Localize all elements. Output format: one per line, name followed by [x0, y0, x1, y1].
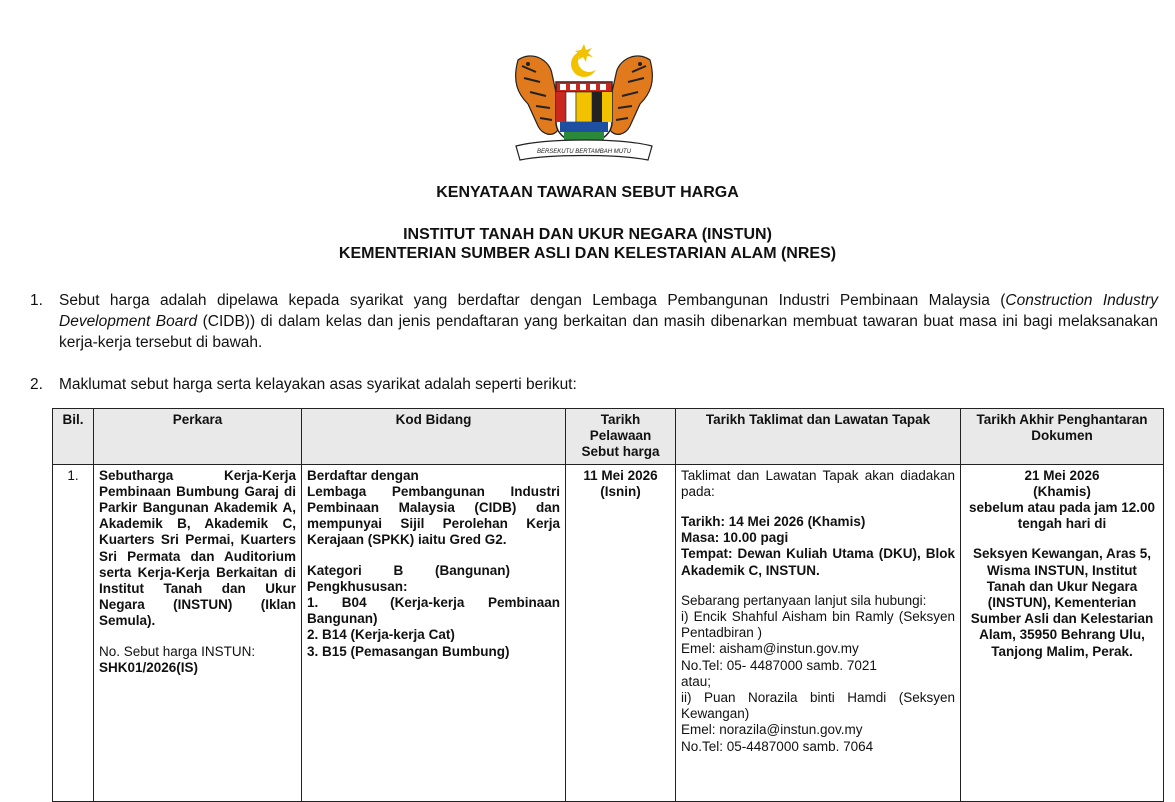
taklimat-intro: Taklimat dan Lawatan Tapak akan diadakan pada: — [681, 467, 955, 499]
kod-kategori: Kategori B (Bangunan) — [307, 562, 510, 578]
org-name-line1: INSTITUT TANAH DAN UKUR NEGARA (INSTUN) — [403, 226, 772, 243]
paragraph-2-number: 2. — [30, 376, 43, 393]
coat-of-arms-logo — [498, 42, 670, 170]
contact2-tel: No.Tel: 05-4487000 samb. 7064 — [681, 738, 874, 754]
cell-taklimat — [676, 464, 961, 801]
paragraph-1 — [30, 290, 1158, 353]
header-perkara: Perkara — [94, 409, 302, 465]
paragraph-1-text-a: Sebut harga adalah dipelawa kepada syarikat yang berdaftar dengan Lembaga Pembangunan Industri Pembinaan Malaysia ( — [59, 292, 1006, 309]
kod-pengkhususan-label: Pengkhususan: — [307, 578, 408, 594]
crest-banner-text: BERSEKUTU BERTAMBAH MUTU — [536, 149, 632, 155]
header-bil: Bil. — [53, 409, 94, 465]
quotation-number-value: SHK01/2026(IS) — [99, 659, 199, 675]
akhir-address: Seksyen Kewangan, Aras 5, Wisma INSTUN, Institut Tanah dan Ukur Negara (INSTUN), Kementerian Sumber Asli dan Kelestarian Alam, 35950 Behrang Ulu, Tanjong Malim, Perak. — [970, 546, 1154, 659]
paragraph-2-text: Maklumat sebut harga serta kelayakan asas syarikat adalah seperti berikut: — [59, 376, 577, 393]
perkara-text: Sebutharga Kerja-Kerja Pembinaan Bumbung Garaj di Parkir Bangunan Akademik A, Akademik B, Akademik C, Kuarters Sri Permai, Kuarters Sri Permata dan Auditorium serta Kerja-Kerja Berkaitan di Institut Tanah dan Ukur Negara (INSTUN) (Iklan Semula). — [99, 467, 296, 629]
header-kod-bidang: Kod Bidang — [302, 409, 566, 465]
cell-tarikh-pelawaan — [566, 464, 676, 801]
table-header-row — [53, 409, 1164, 465]
contact1-tel: No.Tel: 05- 4487000 samb. 7021 — [681, 657, 877, 673]
taklimat-masa: Masa: 10.00 pagi — [681, 530, 789, 546]
cell-kod-bidang — [302, 464, 566, 801]
cell-tarikh-akhir — [961, 464, 1164, 801]
paragraph-2 — [30, 374, 1158, 395]
quotation-table — [52, 408, 1164, 802]
contact2-email: Emel: norazila@instun.gov.my — [681, 722, 863, 738]
cell-bil: 1. — [53, 464, 94, 801]
akhir-date: 21 Mei 2026 — [1024, 467, 1100, 483]
paragraph-1-text-b: (CIDB)) di dalam kelas dan jenis pendaftaran yang berkaitan dan masih dibenarkan membuat tawaran buat masa ini bagi melaksanakan kerja-kerja tersebut di bawah. — [59, 313, 1158, 351]
quotation-number-label: No. Sebut harga INSTUN: — [99, 643, 256, 659]
pelawaan-day: (Isnin) — [600, 483, 641, 499]
org-name-line2: KEMENTERIAN SUMBER ASLI DAN KELESTARIAN ALAM (NRES) — [338, 245, 837, 262]
table-row — [53, 464, 1164, 801]
taklimat-tempat: Tempat: Dewan Kuliah Utama (DKU), Blok Akademik C, INSTUN. — [681, 546, 955, 578]
paragraph-1-text — [59, 290, 1158, 353]
pelawaan-date: 11 Mei 2026 — [583, 467, 658, 483]
header-tarikh-pelawaan: Tarikh Pelawaan Sebut harga — [566, 409, 676, 465]
header-taklimat: Tarikh Taklimat dan Lawatan Tapak — [676, 409, 961, 465]
cell-perkara — [94, 464, 302, 801]
taklimat-tarikh: Tarikh: 14 Mei 2026 (Khamis) — [681, 514, 866, 530]
akhir-time: sebelum atau pada jam 12.00 tengah hari di — [968, 500, 1156, 532]
contact2-name: ii) Puan Norazila binti Hamdi (Seksyen Kewangan) — [681, 690, 955, 722]
kod-body: Lembaga Pembangunan Industri Pembinaan Malaysia (CIDB) dan mempunyai Sijil Perolehan Kerja Kerajaan (SPKK) iaitu Gred G2. — [307, 483, 560, 548]
list-item: 2. B14 (Kerja-kerja Cat) — [307, 627, 455, 643]
kod-intro: Berdaftar dengan — [307, 467, 419, 483]
contact1-email: Emel: aisham@instun.gov.my — [681, 641, 859, 657]
paragraph-1-number: 1. — [30, 292, 43, 309]
akhir-day: (Khamis) — [1033, 483, 1091, 499]
document-title: KENYATAAN TAWARAN SEBUT HARGA — [436, 184, 739, 201]
pertanyaan-text: Sebarang pertanyaan lanjut sila hubungi: — [681, 592, 927, 608]
list-item: 3. B15 (Pemasangan Bumbung) — [307, 643, 510, 659]
contact1-name: i) Encik Shahful Aisham bin Ramly (Seksyen Pentadbiran ) — [681, 609, 955, 641]
paragraph-1-text-italic: Construction Industry Development Board — [59, 292, 1158, 330]
header-tarikh-akhir: Tarikh Akhir Penghantaran Dokumen — [961, 409, 1164, 465]
list-item: 1. B04 (Kerja-kerja Pembinaan Bangunan) — [307, 595, 560, 627]
atau-text: atau; — [681, 673, 712, 689]
